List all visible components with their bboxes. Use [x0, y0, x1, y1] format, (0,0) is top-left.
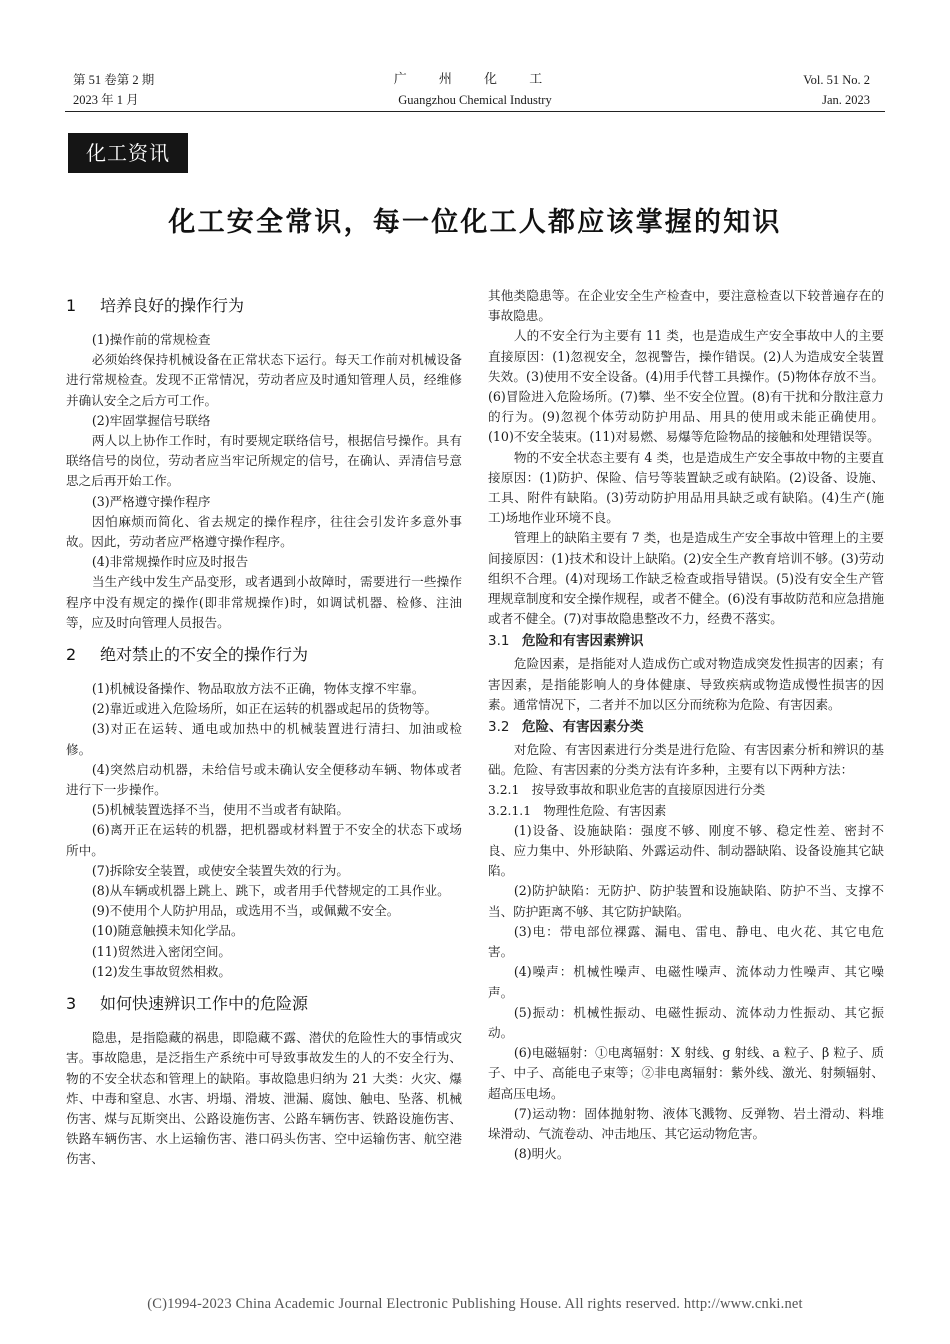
list-item: (2)靠近或进入危险场所，如正在运转的机器或起吊的货物等。 — [91, 701, 438, 717]
list-item: (6)电磁辐射：①电离辐射：X 射线、g 射线、a 粒子、β 粒子、质子、中子、高能电子束等；②非电离辐射：紫外线、激光、射频辐射、超高压电场。 — [488, 1045, 884, 1101]
right-column — [488, 286, 884, 1164]
header-rule — [65, 111, 885, 112]
paragraph: 必须始终保持机械设备在正常状态下运行。每天工作前对机械设备进行常规检查。发现不正常情况，劳动者应及时通知管理人员，经维修并确认安全之后方可工作。 — [66, 352, 462, 408]
list-item: (7)拆除安全装置，或使安全装置失效的行为。 — [91, 862, 349, 878]
issue-date-en: Jan. 2023 — [822, 93, 870, 107]
paragraph-continued: 其他类隐患等。在企业安全生产检查中，要注意检查以下较普遍存在的事故隐患。 — [488, 288, 884, 324]
issue-date: 2023 年 1 月 — [73, 93, 139, 107]
subheading: (4)非常规操作时应及时报告 — [91, 554, 249, 570]
paragraph: 管理上的缺陷主要有 7 类，也是造成生产安全事故中管理上的主要间接原因：(1)技术和设计上缺陷。(2)安全生产教育培训不够。(3)劳动组织不合理。(4)对现场工作缺乏检查或指导错误。(5)没有安全生产管理规章制度和安全操作规程，或者不健全。(6)没有事故防范和应急措施或者不健全。(7)对事故隐患整改不力，经费不落实。 — [488, 530, 884, 627]
list-item: (9)不使用个人防护用品，或选用不当，或佩戴不安全。 — [91, 903, 400, 919]
subheading: (1)操作前的常规检查 — [91, 332, 211, 347]
paragraph: 对危险、有害因素进行分类是进行危险、有害因素分析和辨识的基础。危险、有害因素的分类方法有许多种，主要有以下两种方法： — [488, 742, 884, 778]
list-item: (8)从车辆或机器上跳上、跳下，或者用手代替规定的工具作业。 — [91, 883, 450, 899]
list-item: (12)发生事故贸然相救。 — [91, 963, 232, 979]
subsection-heading-3-1 — [488, 630, 884, 652]
subsection-heading-3-2 — [488, 716, 884, 738]
subsection-title: 危险、有害因素分类 — [522, 719, 644, 736]
subsection-number: 3.2 — [488, 719, 510, 736]
list-item: (5)机械装置选择不当，使用不当或者有缺陷。 — [91, 802, 349, 818]
volume-issue-en: Vol. 51 No. 2 — [803, 73, 870, 87]
paragraph: 危险因素，是指能对人造成伤亡或对物造成突发性损害的因素；有害因素，是指能影响人的身体健康、导致疾病或物造成慢性损害的因素。通常情况下，二者并不加以区分而统称为危险、有害因素。 — [488, 656, 884, 712]
paragraph: 因怕麻烦而简化、省去规定的操作程序，往往会引发许多意外事故。因此，劳动者应严格遵守操作程序。 — [66, 513, 462, 550]
article-title: 化工安全常识，每一位化工人都应该掌握的知识 — [168, 207, 782, 238]
list-item: (4)突然启动机器，未给信号或未确认安全便移动车辆、物体或者进行下一步操作。 — [66, 761, 462, 798]
list-item: (3)电：带电部位裸露、漏电、雷电、静电、电火花、其它电危害。 — [488, 923, 884, 960]
section-tag: 化工资讯 — [68, 133, 188, 173]
section-title: 如何快速辨识工作中的危险源 — [100, 994, 309, 1014]
section-heading-1 — [66, 294, 462, 318]
list-item: (1)机械设备操作、物品取放方法不正确，物体支撑不牢靠。 — [91, 681, 425, 697]
volume-issue: 第 51 卷第 2 期 — [73, 73, 155, 87]
left-column — [66, 286, 462, 1170]
section-title: 培养良好的操作行为 — [100, 296, 245, 315]
header-right — [803, 70, 870, 110]
paragraph: 隐患，是指隐藏的祸患，即隐藏不露、潜伏的危险性大的事情或灾害。事故隐患，是泛指生产系统中可导致事故发生的人的不安全行为、物的不安全状态和管理上的缺陷。事故隐患归纳为 21 大类：火灾、爆炸、中毒和窒息、水害、坍塌、滑坡、泄漏、腐蚀、触电、坠落、机械伤害、煤与瓦斯突出、公路设施伤害、公路车辆伤害、铁路设施伤害、铁路车辆伤害、水上运输伤害、港口码头伤害、空中运输伤害、航空港伤害、 — [66, 1030, 462, 1167]
paragraph: 人的不安全行为主要有 11 类，也是造成生产安全事故中人的主要直接原因：(1)忽视安全，忽视警告，操作错误。(2)人为造成安全装置失效。(3)使用不安全设备。(4)用手代替工具操作。(5)物体存放不当。(6)冒险进入危险场所。(7)攀、坐不安全位置。(8)有干扰和分散注意力的行为。(9)忽视个体劳动防护用品、用具的使用或未能正确使用。(10)不安全装束。(11)对易燃、易爆等危险物品的接触和处理错误等。 — [488, 328, 884, 445]
section-title: 绝对禁止的不安全的操作行为 — [100, 645, 309, 665]
section-heading-2 — [66, 643, 462, 667]
list-item: (5)振动：机械性振动、电磁性振动、流体动力性振动、其它振动。 — [488, 1004, 884, 1040]
list-item: (4)噪声：机械性噪声、电磁性噪声、流体动力性噪声、其它噪声。 — [488, 964, 884, 1000]
paragraph: 当生产线中发生产品变形，或者遇到小故障时，需要进行一些操作程序中没有规定的操作(即非常规操作)时，如调试机器、检修、注油等，应及时向管理人员报告。 — [66, 574, 462, 630]
journal-name-en: Guangzhou Chemical Industry — [398, 93, 552, 107]
subsubsection-heading: 3.2.1 按导致事故和职业危害的直接原因进行分类 — [488, 783, 766, 798]
subsection-number: 3.1 — [488, 633, 510, 650]
subsection-title: 危险和有害因素辨识 — [522, 633, 644, 650]
list-item: (2)防护缺陷：无防护、防护装置和设施缺陷、防护不当、支撑不当、防护距离不够、其它防护缺陷。 — [488, 883, 884, 919]
paragraph: 两人以上协作工作时，有时要规定联络信号，根据信号操作。具有联络信号的岗位，劳动者应当牢记所规定的信号，在确认、弄清信号意思之后再开始工作。 — [66, 433, 462, 489]
list-item: (7)运动物：固体抛射物、液体飞溅物、反弹物、岩土滑动、料堆垛滑动、气流卷动、冲击地压、其它运动物危害。 — [488, 1105, 884, 1141]
section-heading-3 — [66, 992, 462, 1016]
list-item: (3)对正在运转、通电或加热中的机械装置进行清扫、加油或检修。 — [66, 721, 462, 757]
paragraph: 物的不安全状态主要有 4 类，也是造成生产安全事故中物的主要直接原因：(1)防护、保险、信号等装置缺乏或有缺陷。(2)设备、设施、工具、附件有缺陷。(3)劳动防护用品用具缺乏或有缺陷。(4)生产(施工)场地作业环境不良。 — [488, 449, 884, 526]
section-number: 2 — [66, 645, 77, 665]
subheading: (2)牢固掌握信号联络 — [91, 412, 211, 428]
section-number: 3 — [66, 994, 77, 1014]
list-item: (6)离开正在运转的机器，把机器或材料置于不安全的状态下或场所中。 — [66, 822, 462, 858]
section-number: 1 — [66, 296, 77, 315]
list-item: (10)随意触摸未知化学品。 — [91, 923, 244, 939]
journal-name-cn: 广 州 化 工 — [393, 72, 557, 87]
subheading: (3)严格遵守操作程序 — [91, 493, 211, 509]
list-item: (8)明火。 — [513, 1146, 570, 1162]
list-item: (1)设备、设施缺陷：强度不够、刚度不够、稳定性差、密封不良、应力集中、外形缺陷、外露运动件、制动器缺陷、设备设施其它缺陷。 — [488, 822, 884, 879]
subsubsubsection-heading: 3.2.1.1 物理性危险、有害因素 — [488, 803, 667, 818]
copyright-footer: (C)1994-2023 China Academic Journal Electronic Publishing House. All rights reserved. http://www.cnki.net — [147, 1296, 803, 1312]
list-item: (11)贸然进入密闭空间。 — [91, 943, 232, 959]
